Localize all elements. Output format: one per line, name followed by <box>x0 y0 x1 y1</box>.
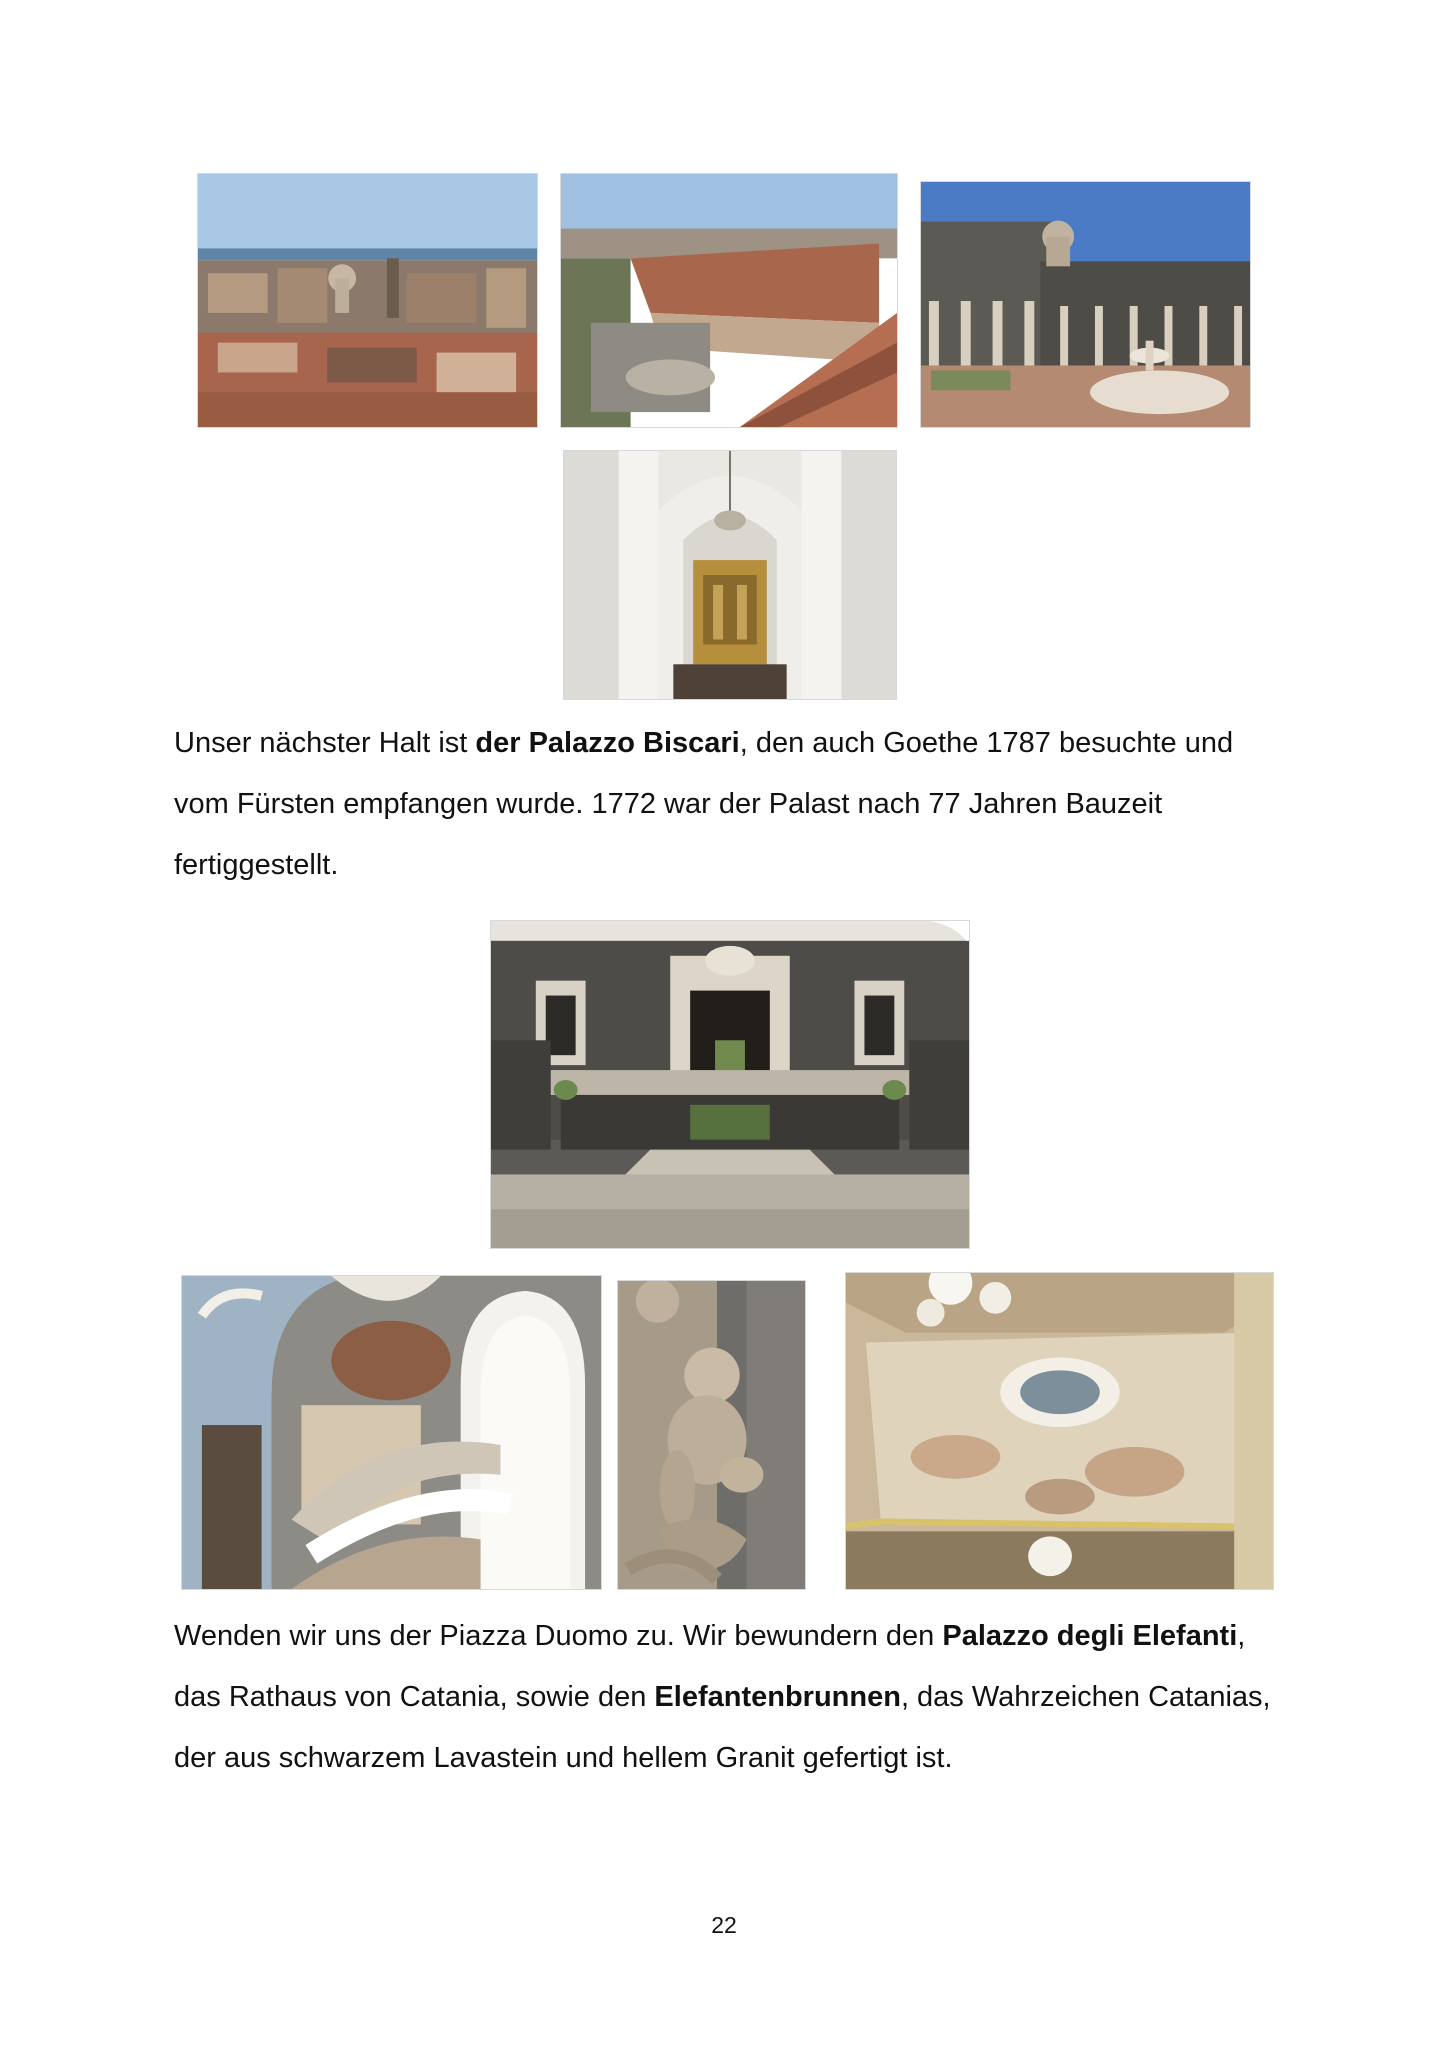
paragraph-text: , den auch Goethe 1787 besuchte und vom Fürsten empfangen wurde. 1772 war der Palast nach 77 Jahren Bauzeit fertiggestellt. <box>174 727 1234 881</box>
paragraph-text: Unser nächster Halt ist <box>174 727 476 759</box>
paragraph-palazzo-biscari <box>174 713 1284 896</box>
photo-city-panorama <box>197 173 538 428</box>
paragraph-text: Wenden wir uns der Piazza Duomo zu. Wir bewundern den <box>174 1620 943 1652</box>
bold-term-palazzo-biscari: der Palazzo Biscari <box>475 727 740 759</box>
page-number: 22 <box>711 1912 737 1938</box>
photo-church-interior <box>563 450 897 700</box>
photo-palazzo-roof <box>560 173 898 428</box>
bold-term-palazzo-degli-elefanti: Palazzo degli Elefanti <box>942 1620 1238 1652</box>
paragraph-text: , das Rathaus von Catania, sowie den <box>174 1620 1246 1713</box>
photo-ceiling-fresco <box>845 1272 1274 1590</box>
paragraph-piazza-duomo <box>174 1606 1284 1789</box>
photo-palazzo-facade <box>490 920 970 1249</box>
paragraph-text: , das Wahrzeichen Catanias, der aus schwarzem Lavastein und hellem Granit gefertigt ist. <box>174 1681 1271 1774</box>
bold-term-elefantenbrunnen: Elefantenbrunnen <box>654 1681 901 1713</box>
photo-putto-relief <box>617 1280 806 1590</box>
photo-staircase <box>181 1275 602 1590</box>
photo-cloister <box>920 181 1251 428</box>
